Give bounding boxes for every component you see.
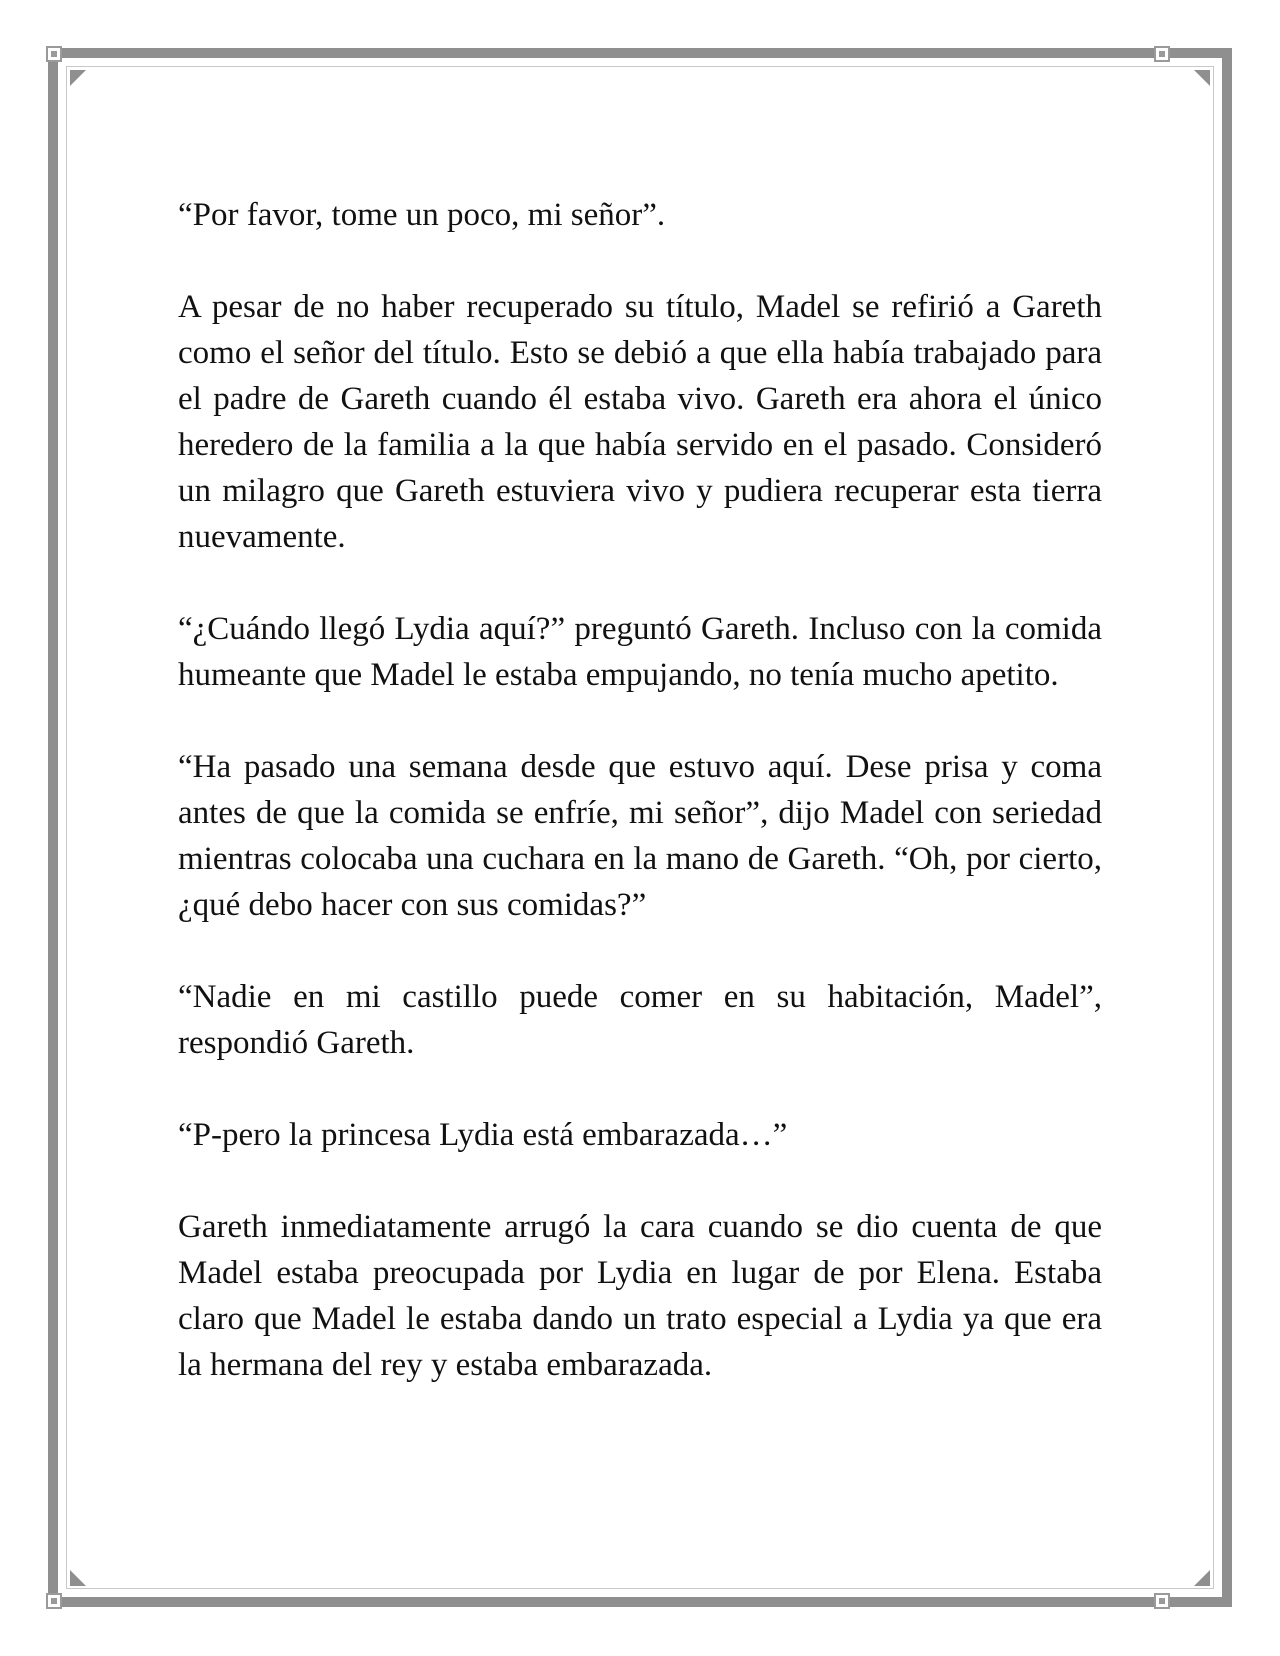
- paragraph-6: “P-pero la princesa Lydia está embarazada…”: [178, 1117, 788, 1153]
- corner-triangle-top-left: [70, 70, 86, 86]
- paragraph-4: “Ha pasado una semana desde que estuvo aquí. Dese prisa y coma antes de que la comida se enfríe, mi señor”, dijo Madel con seriedad mientras colocaba una cuchara en la mano de Gareth. “Oh, por cierto, ¿qué debo hacer con sus comidas?”: [178, 749, 1102, 923]
- corner-ornament-bottom-left: [46, 1593, 62, 1609]
- corner-triangle-bottom-left: [70, 1570, 86, 1586]
- story-text: [178, 192, 1102, 1434]
- paragraph-7: Gareth inmediatamente arrugó la cara cuando se dio cuenta de que Madel estaba preocupada por Lydia en lugar de por Elena. Estaba claro que Madel le estaba dando un trato especial a Lydia ya que era la hermana del rey y estaba embarazada.: [178, 1209, 1102, 1383]
- corner-triangle-bottom-right: [1194, 1570, 1210, 1586]
- corner-triangle-top-right: [1194, 70, 1210, 86]
- paragraph-2: A pesar de no haber recuperado su título, Madel se refirió a Gareth como el señor del título. Esto se debió a que ella había trabajado para el padre de Gareth cuando él estaba vivo. Gareth era ahora el único heredero de la familia a la que había servido en el pasado. Consideró un milagro que Gareth estuviera vivo y pudiera recuperar esta tierra nuevamente.: [178, 289, 1102, 555]
- paragraph-5: “Nadie en mi castillo puede comer en su habitación, Madel”, respondió Gareth.: [178, 979, 1102, 1061]
- paragraph-1: “Por favor, tome un poco, mi señor”.: [178, 197, 666, 233]
- corner-ornament-top-left: [46, 46, 62, 62]
- paragraph-3: “¿Cuándo llegó Lydia aquí?” preguntó Gareth. Incluso con la comida humeante que Madel le estaba empujando, no tenía mucho apetito.: [178, 611, 1102, 693]
- corner-ornament-top-right: [1154, 46, 1170, 62]
- corner-ornament-bottom-right: [1154, 1593, 1170, 1609]
